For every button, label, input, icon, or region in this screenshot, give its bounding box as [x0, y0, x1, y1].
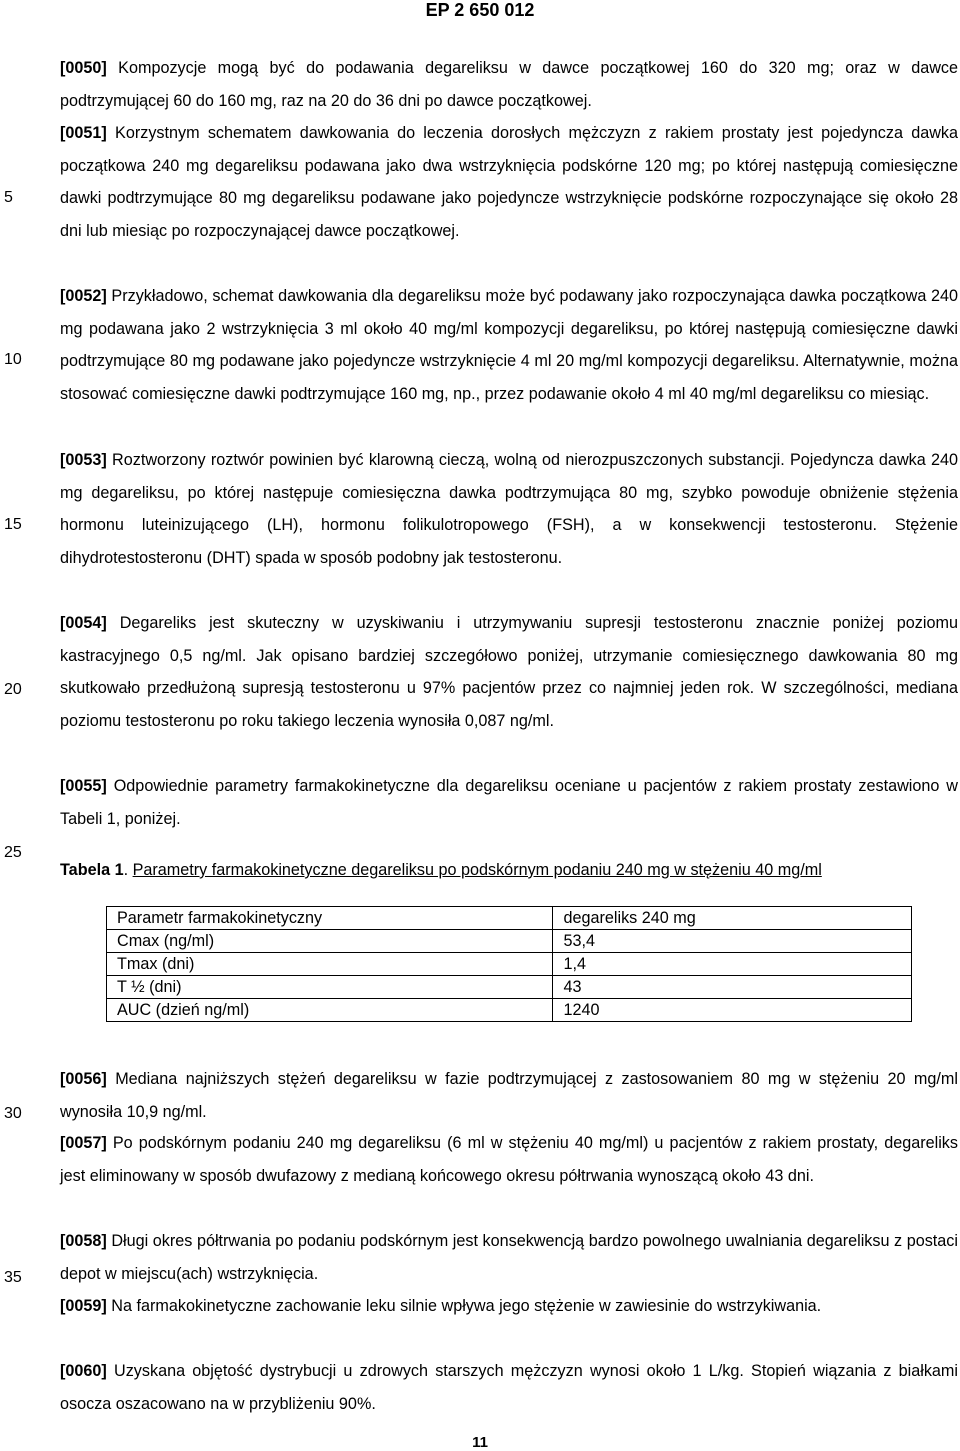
paragraph-0053 — [60, 444, 958, 574]
table-cell: T ½ (dni) — [107, 976, 553, 999]
line-number: 30 — [4, 1105, 22, 1122]
paragraph-0054 — [60, 607, 958, 737]
table-caption-separator: . — [123, 861, 133, 879]
table-caption — [60, 859, 958, 882]
paragraph-number: [0050] — [60, 59, 107, 77]
paragraph-number: [0051] — [60, 124, 107, 142]
table-row — [107, 953, 912, 976]
paragraph-number: [0052] — [60, 287, 107, 305]
paragraph-number: [0057] — [60, 1134, 107, 1152]
paragraph-text: Kompozycje mogą być do podawania degareliksu w dawce początkowej 160 do 320 mg; oraz w dawce podtrzymującej 60 do 160 mg, raz na 20 do 36 dni po dawce początkowej. — [60, 59, 958, 110]
page-number: 11 — [472, 1434, 488, 1451]
paragraph-0059 — [60, 1290, 958, 1323]
table-cell: Tmax (dni) — [107, 953, 553, 976]
paragraph-number: [0055] — [60, 777, 107, 795]
line-number: 10 — [4, 351, 22, 368]
paragraph-0055 — [60, 770, 958, 835]
paragraph-number: [0056] — [60, 1070, 107, 1088]
line-number: 35 — [4, 1269, 22, 1286]
table-row — [107, 907, 912, 930]
line-number: 20 — [4, 681, 22, 698]
table-cell: 1,4 — [553, 953, 912, 976]
table-cell: degareliks 240 mg — [553, 907, 912, 930]
paragraph-0052 — [60, 280, 958, 410]
table-cell: 53,4 — [553, 930, 912, 953]
document-number: EP 2 650 012 — [425, 0, 535, 20]
paragraph-number: [0059] — [60, 1297, 107, 1315]
paragraph-text: Uzyskana objętość dystrybucji u zdrowych starszych mężczyzn wynosi około 1 L/kg. Stopień wiązania z białkami osocza oszacowano na w przybliżeniu 90%. — [60, 1362, 958, 1413]
paragraph-number: [0053] — [60, 451, 107, 469]
paragraph-0056 — [60, 1063, 958, 1128]
paragraph-0058 — [60, 1225, 958, 1290]
paragraph-0057 — [60, 1127, 958, 1192]
paragraph-text: Odpowiednie parametry farmakokinetyczne dla degareliksu oceniane u pacjentów z rakiem prostaty zestawiono w Tabeli 1, poniżej. — [60, 777, 958, 828]
paragraph-number: [0060] — [60, 1362, 107, 1380]
paragraph-0060 — [60, 1355, 958, 1420]
table-cell: 43 — [553, 976, 912, 999]
paragraph-number: [0058] — [60, 1232, 107, 1250]
paragraph-text: Po podskórnym podaniu 240 mg degareliksu (6 ml w stężeniu 40 mg/ml) u pacjentów z rakiem prostaty, degareliks jest eliminowany w sposób dwufazowy z medianą końcowego okresu półtrwania wynoszącą około 43 dni. — [60, 1134, 958, 1185]
paragraph-text: Mediana najniższych stężeń degareliksu w fazie podtrzymującej z zastosowaniem 80 mg w stężeniu 20 mg/ml wynosiła 10,9 ng/ml. — [60, 1070, 958, 1121]
table-cell: Cmax (ng/ml) — [107, 930, 553, 953]
line-number: 15 — [4, 516, 22, 533]
table-cell: AUC (dzień ng/ml) — [107, 999, 553, 1022]
table-caption-text: Parametry farmakokinetyczne degareliksu po podskórnym podaniu 240 mg w stężeniu 40 mg/ml — [132, 861, 822, 879]
table-row — [107, 976, 912, 999]
paragraph-text: Długi okres półtrwania po podaniu podskórnym jest konsekwencją bardzo powolnego uwalniania degareliksu z postaci depot w miejscu(ach) wstrzyknięcia. — [60, 1232, 958, 1283]
paragraph-text: Przykładowo, schemat dawkowania dla degareliksu może być podawany jako rozpoczynająca dawka początkowa 240 mg podawana jako 2 wstrzyknięcia 3 ml około 40 mg/ml kompozycji degareliksu, po której następują comiesięczne dawki podtrzymujące 80 mg podawane jako pojedyncze wstrzyknięcie 4 ml 20 mg/ml kompozycji degareliksu. Alternatywnie, można stosować comiesięczne dawki podtrzymujące 160 mg, np., przez podawanie około 4 ml 40 mg/ml degareliksu co miesiąc. — [60, 287, 958, 403]
pharmacokinetic-table — [106, 906, 912, 1022]
table-row — [107, 930, 912, 953]
table-row — [107, 999, 912, 1022]
paragraph-text: Korzystnym schematem dawkowania do leczenia dorosłych mężczyzn z rakiem prostaty jest pojedyncza dawka początkowa 240 mg degareliksu podawana jako dwa wstrzyknięcia podskórne 120 mg; po której następują comiesięczne dawki podtrzymujące 80 mg degareliksu podawane jako pojedyncze wstrzyknięcie podskórne rozpoczynające się około 28 dni lub miesiąc po rozpoczynającej dawce początkowej. — [60, 124, 958, 240]
paragraph-0051 — [60, 117, 958, 247]
paragraph-text: Na farmakokinetyczne zachowanie leku silnie wpływa jego stężenie w zawiesinie do wstrzykiwania. — [106, 1297, 822, 1315]
table-caption-label: Tabela 1 — [60, 861, 124, 879]
paragraph-number: [0054] — [60, 614, 107, 632]
paragraph-0050 — [60, 52, 958, 117]
table-cell: 1240 — [553, 999, 912, 1022]
paragraph-text: Roztworzony roztwór powinien być klarowną cieczą, wolną od nierozpuszczonych substancji. Pojedyncza dawka 240 mg degareliksu, po której następuje comiesięczna dawka podtrzymująca 80 mg, szybko powoduje obniżenie stężenia hormonu luteinizującego (LH), hormonu folikulotropowego (FSH), a w konsekwencji testosteronu. Stężenie dihydrotestosteronu (DHT) spada w sposób podobny jak testosteronu. — [60, 451, 958, 567]
line-number: 25 — [4, 844, 22, 861]
table-cell: Parametr farmakokinetyczny — [107, 907, 553, 930]
paragraph-text: Degareliks jest skuteczny w uzyskiwaniu i utrzymywaniu supresji testosteronu znacznie poniżej poziomu kastracyjnego 0,5 ng/ml. Jak opisano bardziej szczegółowo poniżej, utrzymanie comiesięcznego dawkowania 80 mg skutkowało przedłużoną supresją testosteronu u 97% pacjentów przez co najmniej jeden rok. W szczególności, mediana poziomu testosteronu po roku takiego leczenia wynosiła 0,087 ng/ml. — [60, 614, 958, 730]
line-number: 5 — [4, 189, 13, 206]
